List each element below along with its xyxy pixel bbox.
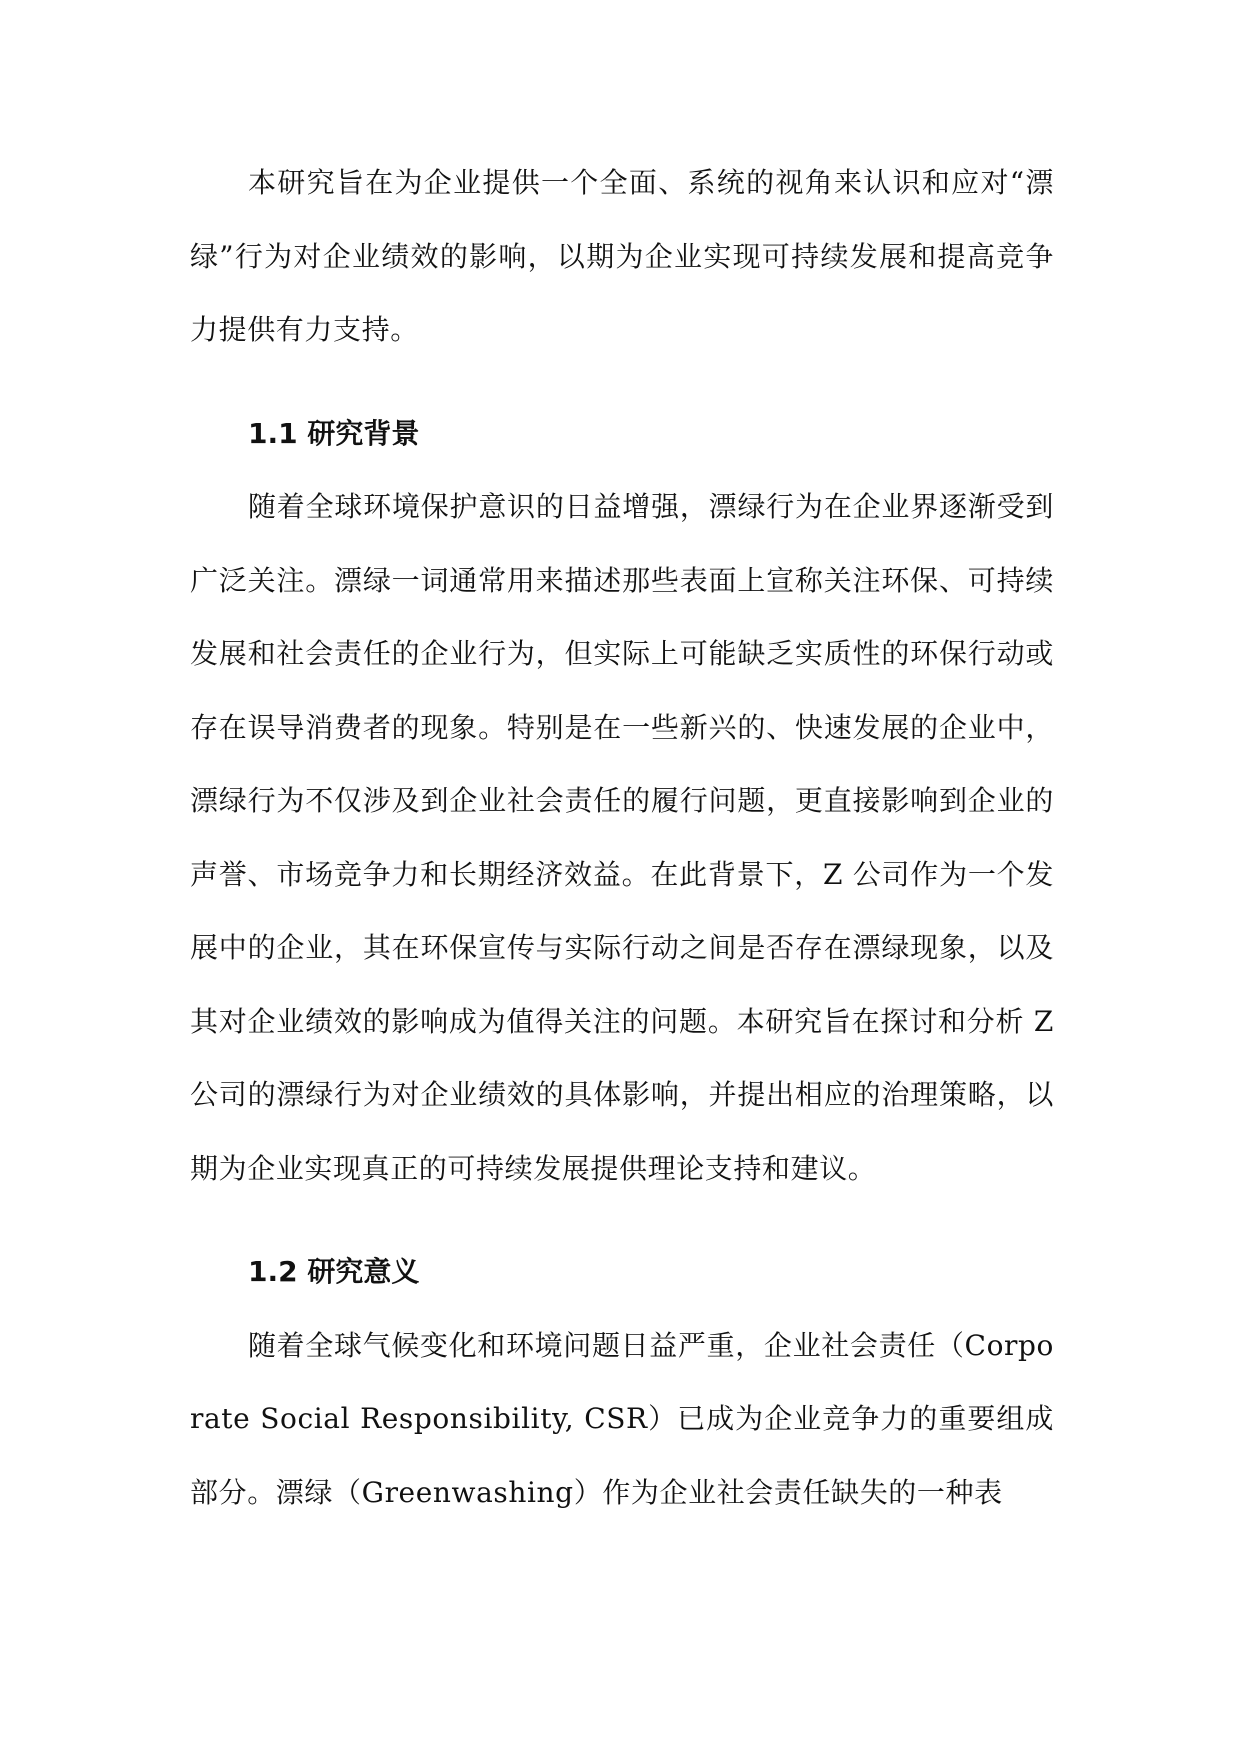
section-heading-research-background: 1.1 研究背景	[248, 416, 420, 450]
section-spacer	[190, 367, 1054, 397]
section-heading-research-significance: 1.2 研究意义	[248, 1255, 420, 1288]
research-significance-paragraph: 随着全球气候变化和环境问题日益严重，企业社会责任（Corporate Social Responsibility, CSR）已成为企业竞争力的重要组成部分。漂绿（Greenwashing）作为企业社会责任缺失的一种表	[190, 1328, 1054, 1509]
research-background-paragraph: 随着全球环境保护意识的日益增强，漂绿行为在企业界逐渐受到广泛关注。漂绿一词通常用来描述那些表面上宣称关注环保、可持续发展和社会责任的企业行为，但实际上可能缺乏实质性的环保行动或存在误导消费者的现象。特别是在一些新兴的、快速发展的企业中，漂绿行为不仅涉及到企业社会责任的履行问题，更直接影响到企业的声誉、市场竞争力和长期经济效益。在此背景下，Z 公司作为一个发展中的企业，其在环保宣传与实际行动之间是否存在漂绿现象，以及其对企业绩效的影响成为值得关注的问题。本研究旨在探讨和分析 Z 公司的漂绿行为对企业绩效的具体影响，并提出相应的治理策略，以期为企业实现真正的可持续发展提供理论支持和建议。	[190, 490, 1054, 1185]
document-body	[190, 146, 1054, 1529]
intro-paragraph: 本研究旨在为企业提供一个全面、系统的视角来认识和应对“漂绿”行为对企业绩效的影响，以期为企业实现可持续发展和提高竞争力提供有力支持。	[190, 166, 1054, 346]
section-spacer	[190, 1205, 1054, 1235]
